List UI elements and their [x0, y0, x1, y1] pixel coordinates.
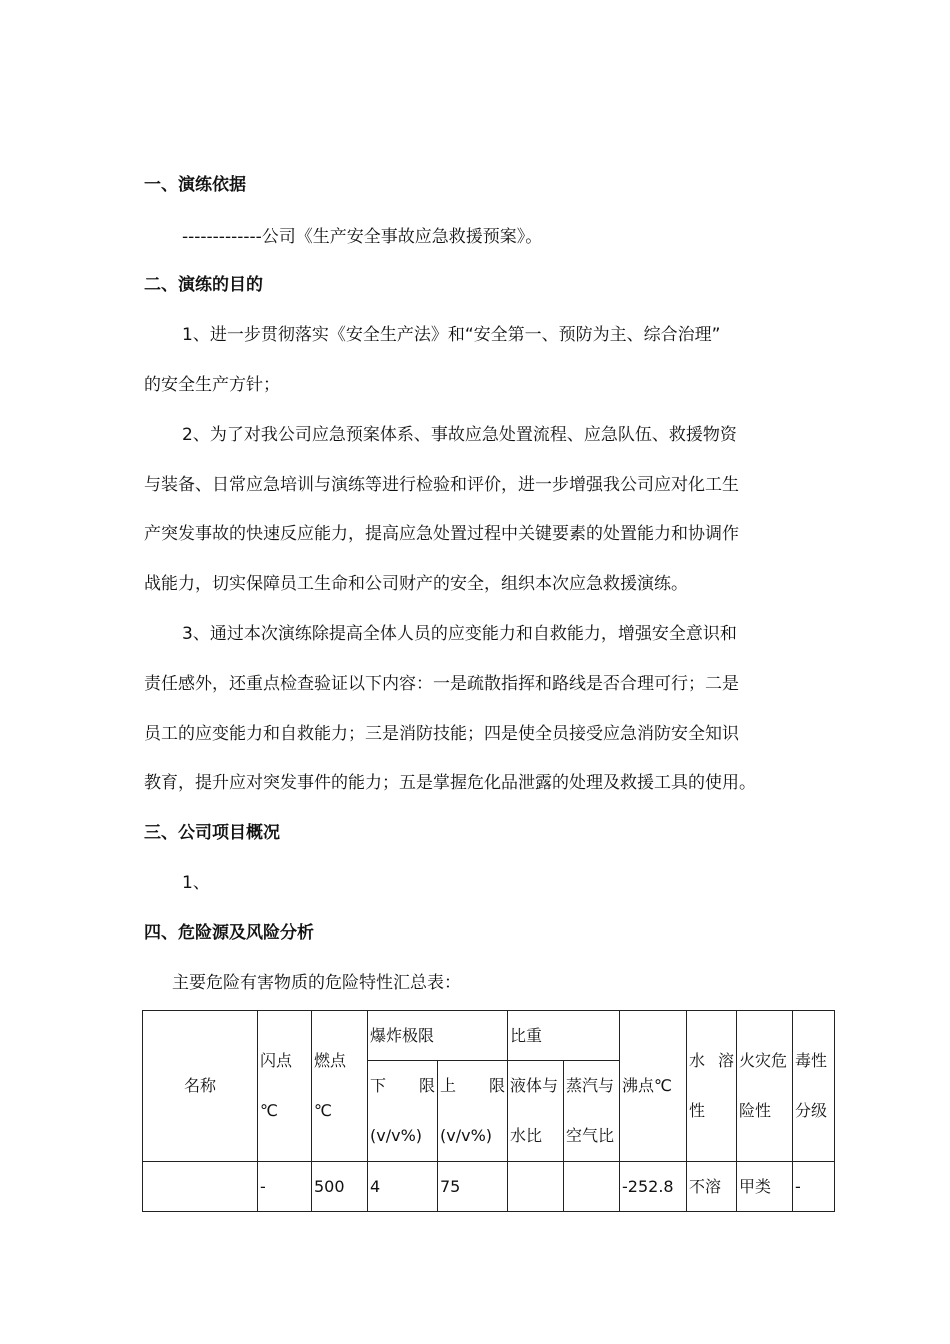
header-boiling-point: 沸点℃: [620, 1011, 687, 1162]
header-explosion-limit: 爆炸极限: [368, 1011, 508, 1061]
paragraph: 1、进一步贯彻落实《安全生产法》和“安全第一、预防为主、综合治理”: [182, 325, 721, 345]
header-upper-limit: 上 限 (v/v%): [438, 1061, 508, 1162]
paragraph: 2、为了对我公司应急预案体系、事故应急处置流程、应急队伍、救援物资: [182, 425, 737, 445]
cell-liquid: [508, 1162, 564, 1212]
hazard-table: [142, 1010, 835, 1212]
cell-fire: 甲类: [737, 1162, 793, 1212]
paragraph: 3、通过本次演练除提高全体人员的应变能力和自救能力，增强安全意识和: [182, 624, 737, 644]
header-name: 名称: [143, 1011, 258, 1162]
table-caption: 主要危险有害物质的危险特性汇总表：: [172, 973, 461, 993]
paragraph: 战能力，切实保障员工生命和公司财产的安全，组织本次应急救援演练。: [144, 574, 688, 594]
header-fire-hazard: 火灾危 险性: [737, 1011, 793, 1162]
paragraph: 的安全生产方针；: [144, 375, 280, 395]
cell-toxic: -: [793, 1162, 835, 1212]
header-flash-point: 闪点 ℃: [258, 1011, 312, 1162]
table-row: [143, 1162, 835, 1212]
paragraph: 责任感外，还重点检查验证以下内容：一是疏散指挥和路线是否合理可行；二是: [144, 674, 739, 694]
section-heading-1: 一、演练依据: [144, 175, 246, 195]
cell-boiling: -252.8: [620, 1162, 687, 1212]
cell-lower: 4: [368, 1162, 438, 1212]
paragraph: -------------公司《生产安全事故应急救援预案》。: [182, 227, 543, 247]
header-ignition-point: 燃点 ℃: [312, 1011, 368, 1162]
section-heading-2: 二、演练的目的: [144, 275, 263, 295]
paragraph: 1、: [182, 873, 210, 893]
header-lower-limit: 下 限 (v/v%): [368, 1061, 438, 1162]
cell-upper: 75: [438, 1162, 508, 1212]
paragraph: 员工的应变能力和自救能力；三是消防技能；四是使全员接受应急消防安全知识: [144, 724, 739, 744]
cell-flash: -: [258, 1162, 312, 1212]
section-heading-4: 四、危险源及风险分析: [144, 923, 314, 943]
section-heading-3: 三、公司项目概况: [144, 823, 280, 843]
paragraph: 与装备、日常应急培训与演练等进行检验和评价，进一步增强我公司应对化工生: [144, 475, 739, 495]
cell-solubility: 不溶: [687, 1162, 737, 1212]
header-vapor-air-ratio: 蒸汽与 空气比: [564, 1061, 620, 1162]
header-water-solubility: 水 溶 性: [687, 1011, 737, 1162]
header-toxicity: 毒性 分级: [793, 1011, 835, 1162]
paragraph: 产突发事故的快速反应能力，提高应急处置过程中关键要素的处置能力和协调作: [144, 524, 739, 544]
cell-ignition: 500: [312, 1162, 368, 1212]
cell-name: [143, 1162, 258, 1212]
cell-vapor: [564, 1162, 620, 1212]
header-specific-gravity: 比重: [508, 1011, 620, 1061]
header-liquid-water-ratio: 液体与 水比: [508, 1061, 564, 1162]
paragraph: 教育，提升应对突发事件的能力；五是掌握危化品泄露的处理及救援工具的使用。: [144, 773, 756, 793]
